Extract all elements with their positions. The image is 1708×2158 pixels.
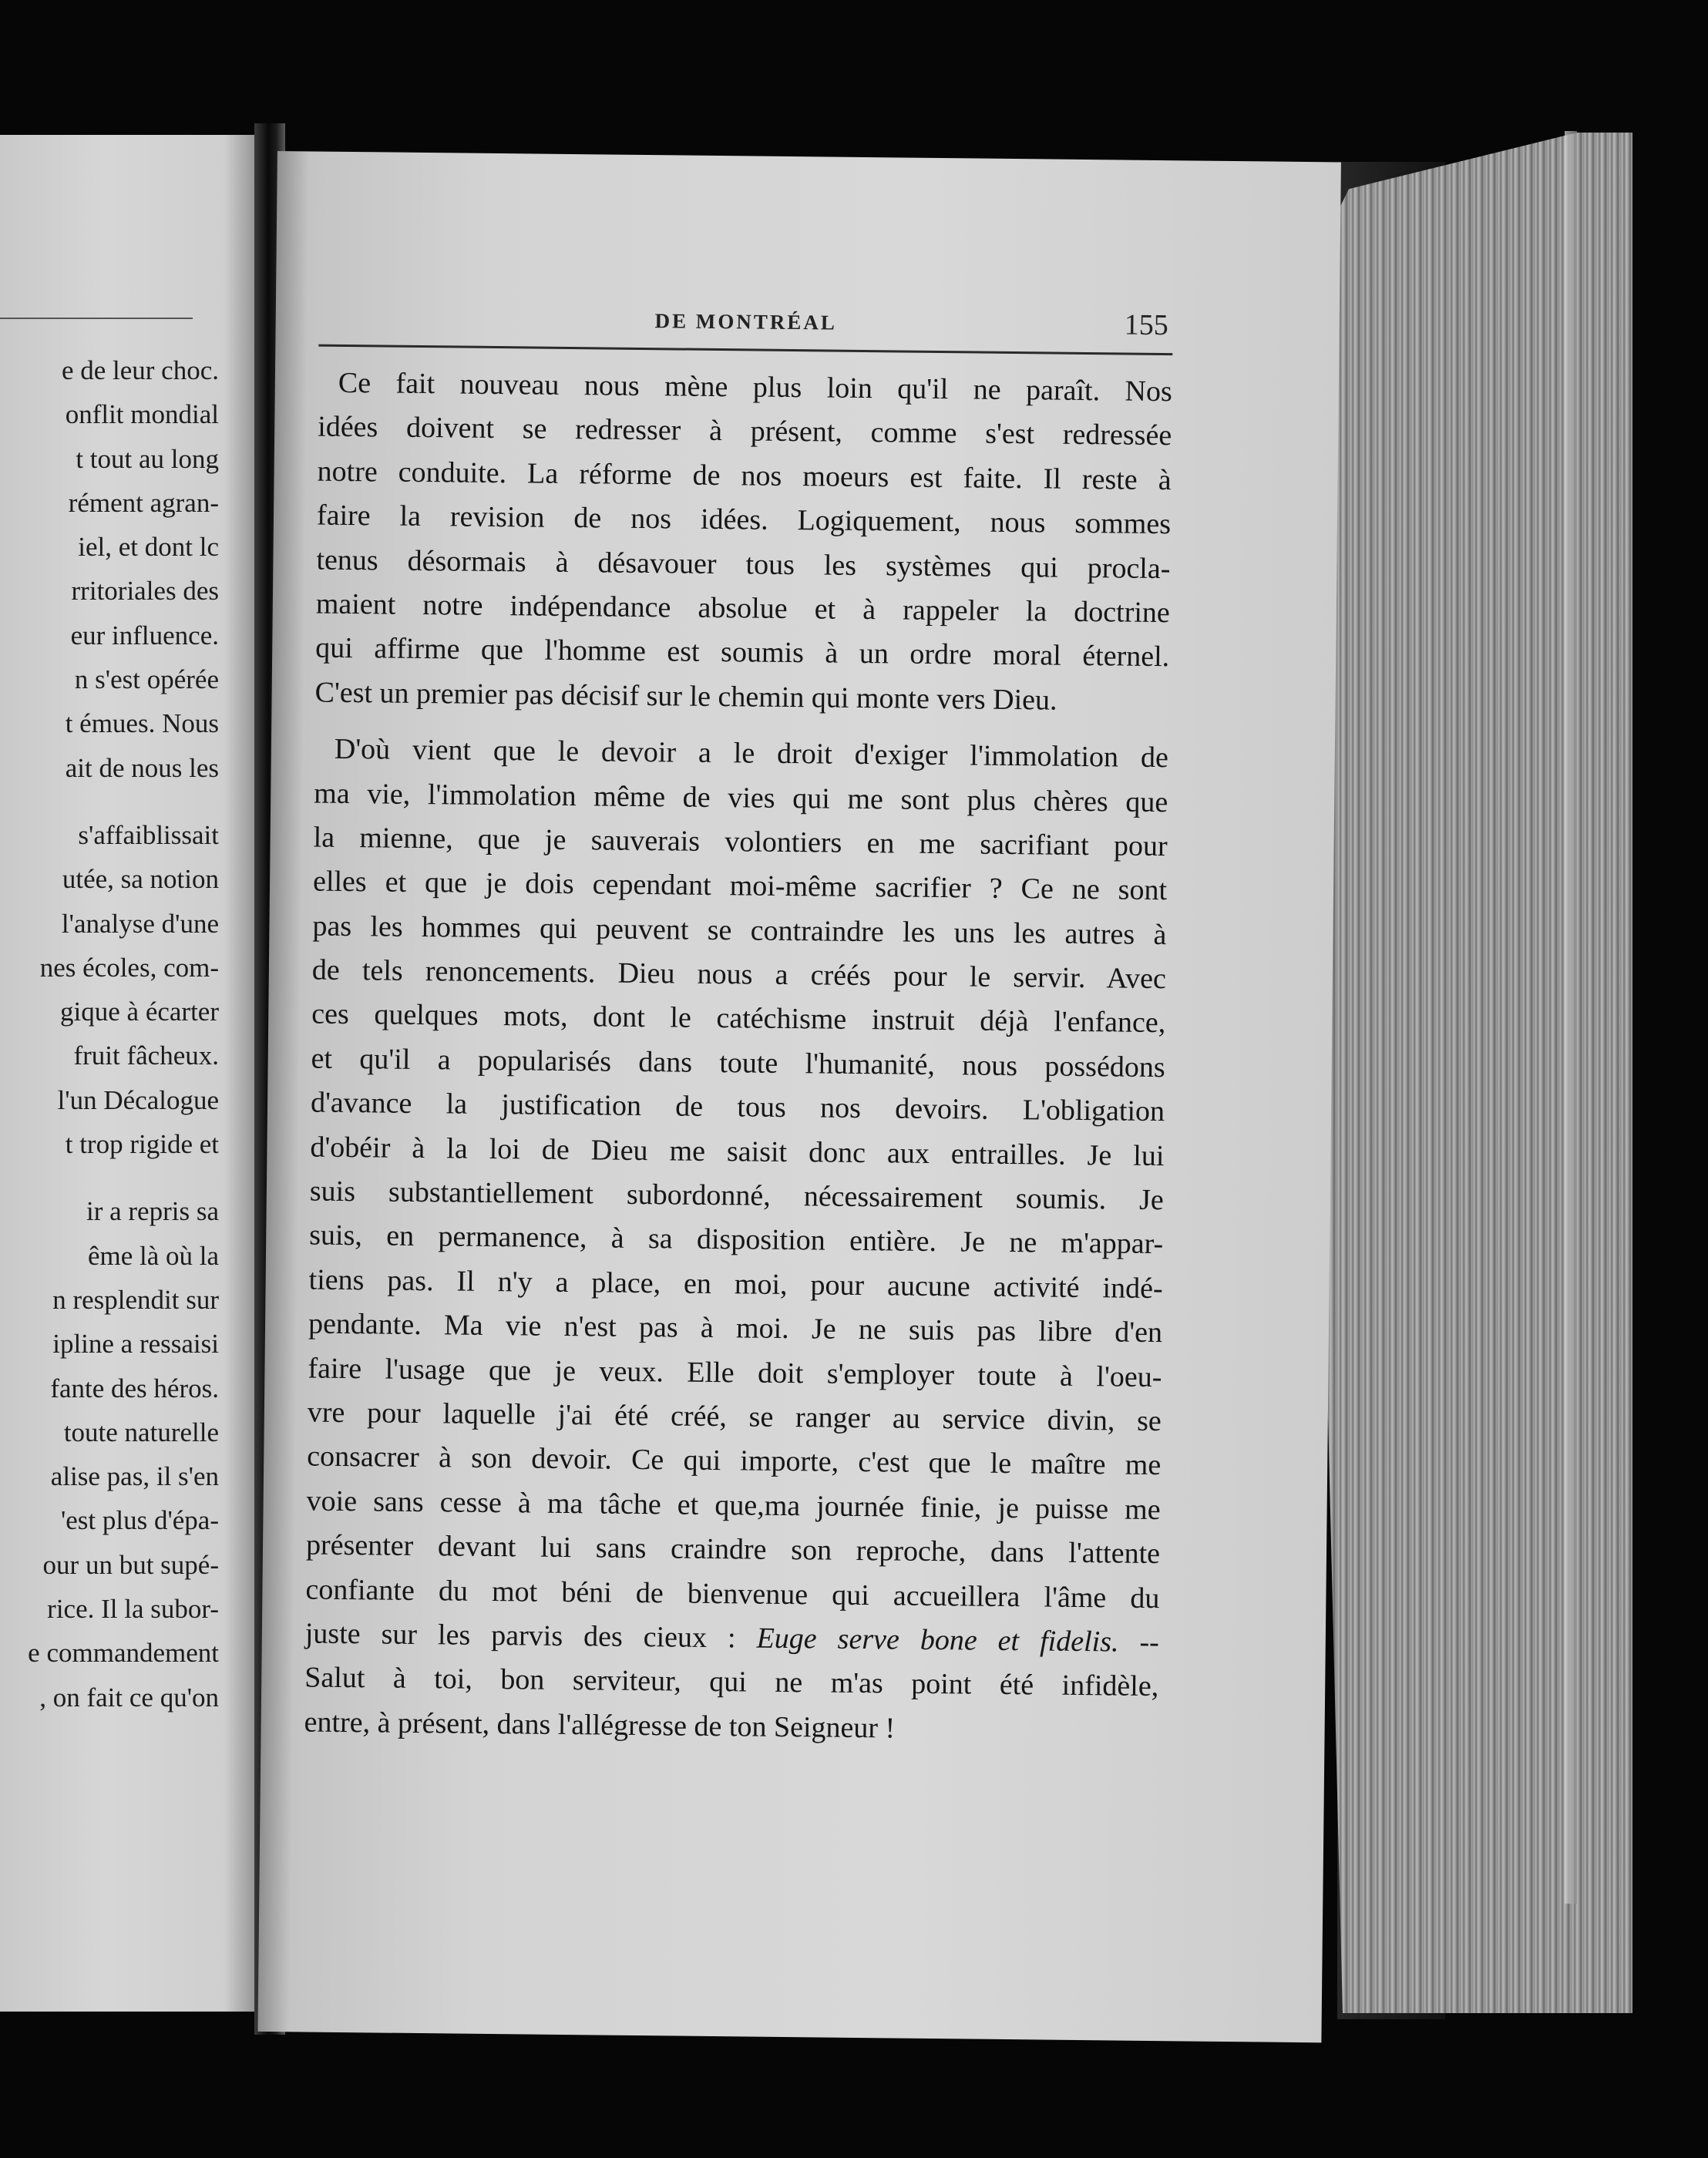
left-text-line: rément agran- (68, 487, 219, 518)
running-head: DE MONTRÉAL (654, 309, 837, 334)
left-text-line: utée, sa notion (62, 864, 219, 895)
left-text-line: fruit fâcheux. (73, 1040, 219, 1071)
left-page-text (0, 348, 219, 1719)
left-text-line: iel, et dont lc (78, 532, 219, 563)
text-line: consacrer à son devoir. Ce qui importe, c'est que le maître me (307, 1440, 1162, 1482)
left-text-line: ipline a ressaisi (52, 1329, 219, 1360)
left-text-line: ait de nous les (65, 752, 219, 783)
text-line: idées doivent se redresser à présent, comme s'est redressée (318, 410, 1172, 452)
text-line: d'avance la justification de tous nos devoirs. L'obligation (310, 1086, 1165, 1128)
text-line: C'est un premier pas décisif sur le chemin qui monte vers Dieu. (314, 676, 1057, 717)
page-header (318, 298, 1172, 348)
text-line: tenus désormais à désavouer tous les systèmes qui procla- (316, 543, 1171, 585)
paragraph-1 (314, 361, 1172, 724)
text-line: Ce fait nouveau nous mène plus loin qu'il ne paraît. Nos (338, 366, 1173, 408)
left-page (0, 135, 264, 2012)
left-text-line: ême là où la (87, 1240, 219, 1271)
left-paragraph-gap (0, 790, 219, 813)
page-block-edges (1324, 133, 1632, 2013)
text-line: ces quelques mots, dont le catéchisme instruit déjà l'enfance, (311, 997, 1166, 1040)
right-page (257, 151, 1340, 2042)
left-text-line: n s'est opérée (74, 664, 219, 695)
text-line: voie sans cesse à ma tâche et que,ma journée finie, je puisse me (306, 1484, 1161, 1526)
latin-quote: Euge serve bone et fidelis. (756, 1622, 1119, 1659)
left-text-line: n resplendit sur (52, 1284, 219, 1315)
text-line: présenter devant lui sans craindre son reproche, dans l'attente (305, 1528, 1161, 1571)
left-text-line: t tout au long (76, 443, 219, 474)
text-line: et qu'il a popularisés dans toute l'humanité, nous possédons (311, 1042, 1165, 1084)
left-text-line: l'un Décalogue (57, 1084, 219, 1115)
page-block-highlight (1565, 131, 1577, 1904)
text-line: notre conduite. La réforme de nos moeurs est faite. Il reste à (317, 455, 1172, 496)
text-line: pendante. Ma vie n'est pas à moi. Je ne suis pas libre d'en (308, 1307, 1163, 1350)
text-line: Salut à toi, bon serviteur, qui ne m'as point été infidèle, (304, 1661, 1159, 1703)
latin-line-prefix: juste sur les parvis des cieux : (304, 1617, 757, 1655)
text-line: suis substantiellement subordonné, nécessairement soumis. Je (309, 1175, 1165, 1217)
left-text-line: s'affaiblissait (78, 819, 219, 850)
header-rule (318, 345, 1172, 356)
text-line: maient notre indépendance absolue et à rappeler la doctrine (315, 587, 1171, 630)
left-header-rule (0, 318, 193, 319)
page-body (304, 361, 1172, 1754)
text-line: confiante du mot béni de bienvenue qui accueillera l'âme du (305, 1573, 1160, 1615)
latin-line-suffix: -- (1118, 1625, 1160, 1659)
closing-lines (304, 1656, 1158, 1753)
page-number: 155 (1124, 308, 1168, 342)
left-text-line: ir a repris sa (86, 1196, 219, 1227)
text-line: entre, à présent, dans l'allégresse de ton Seigneur ! (304, 1706, 896, 1745)
text-line: D'où vient que le devoir a le droit d'exiger l'immolation de (334, 732, 1169, 775)
text-line: ma vie, l'immolation même de vies qui me sont plus chères que (314, 777, 1168, 818)
text-line: faire la revision de nos idées. Logiquement, nous sommes (316, 499, 1172, 541)
left-text-line: onflit mondial (65, 399, 219, 430)
left-text-line: gique à écarter (60, 997, 219, 1027)
left-text-line: e de leur choc. (61, 355, 219, 385)
left-text-line: l'analyse d'une (61, 908, 219, 939)
paragraph-2 (305, 728, 1168, 1621)
left-text-line: , on fait ce qu'on (39, 1682, 219, 1713)
left-text-line: 'est plus d'épa- (60, 1505, 219, 1536)
text-line: faire l'usage que je veux. Elle doit s'employer toute à l'oeu- (308, 1352, 1162, 1393)
left-paragraph-gap (0, 1166, 219, 1189)
left-text-line: our un but supé- (42, 1549, 219, 1580)
text-line: elles et que je dois cependant moi-même sacrifier ? Ce ne sont (312, 865, 1168, 907)
text-line: suis, en permanence, à sa disposition entière. Je ne m'appar- (309, 1218, 1164, 1261)
text-line: tiens pas. Il n'y a place, en moi, pour aucune activité indé- (308, 1263, 1163, 1305)
text-line: la mienne, que je sauverais volontiers en me sacrifiant pour (313, 821, 1168, 863)
left-text-line: toute naturelle (63, 1417, 219, 1447)
left-text-line: rritoriales des (71, 576, 219, 607)
left-text-line: eur influence. (70, 620, 219, 650)
text-line: qui affirme que l'homme est soumis à un ordre moral éternel. (315, 631, 1170, 674)
left-text-line: fante des héros. (50, 1373, 219, 1403)
left-text-line: t trop rigide et (65, 1129, 219, 1160)
text-line: d'obéir à la loi de Dieu me saisit donc aux entrailles. Je lui (310, 1131, 1165, 1172)
left-text-line: t émues. Nous (65, 708, 219, 739)
left-text-line: nes écoles, com- (39, 952, 219, 983)
left-text-line: rice. Il la subor- (47, 1594, 219, 1625)
text-line: vre pour laquelle j'ai été créé, se ranger au service divin, se (307, 1396, 1162, 1438)
left-text-line: alise pas, il s'en (50, 1461, 219, 1492)
text-line: de tels renoncements. Dieu nous a créés pour le servir. Avec (311, 953, 1167, 996)
left-text-line: e commandement (28, 1638, 219, 1669)
text-line: pas les hommes qui peuvent se contraindre les uns les autres à (312, 909, 1167, 951)
